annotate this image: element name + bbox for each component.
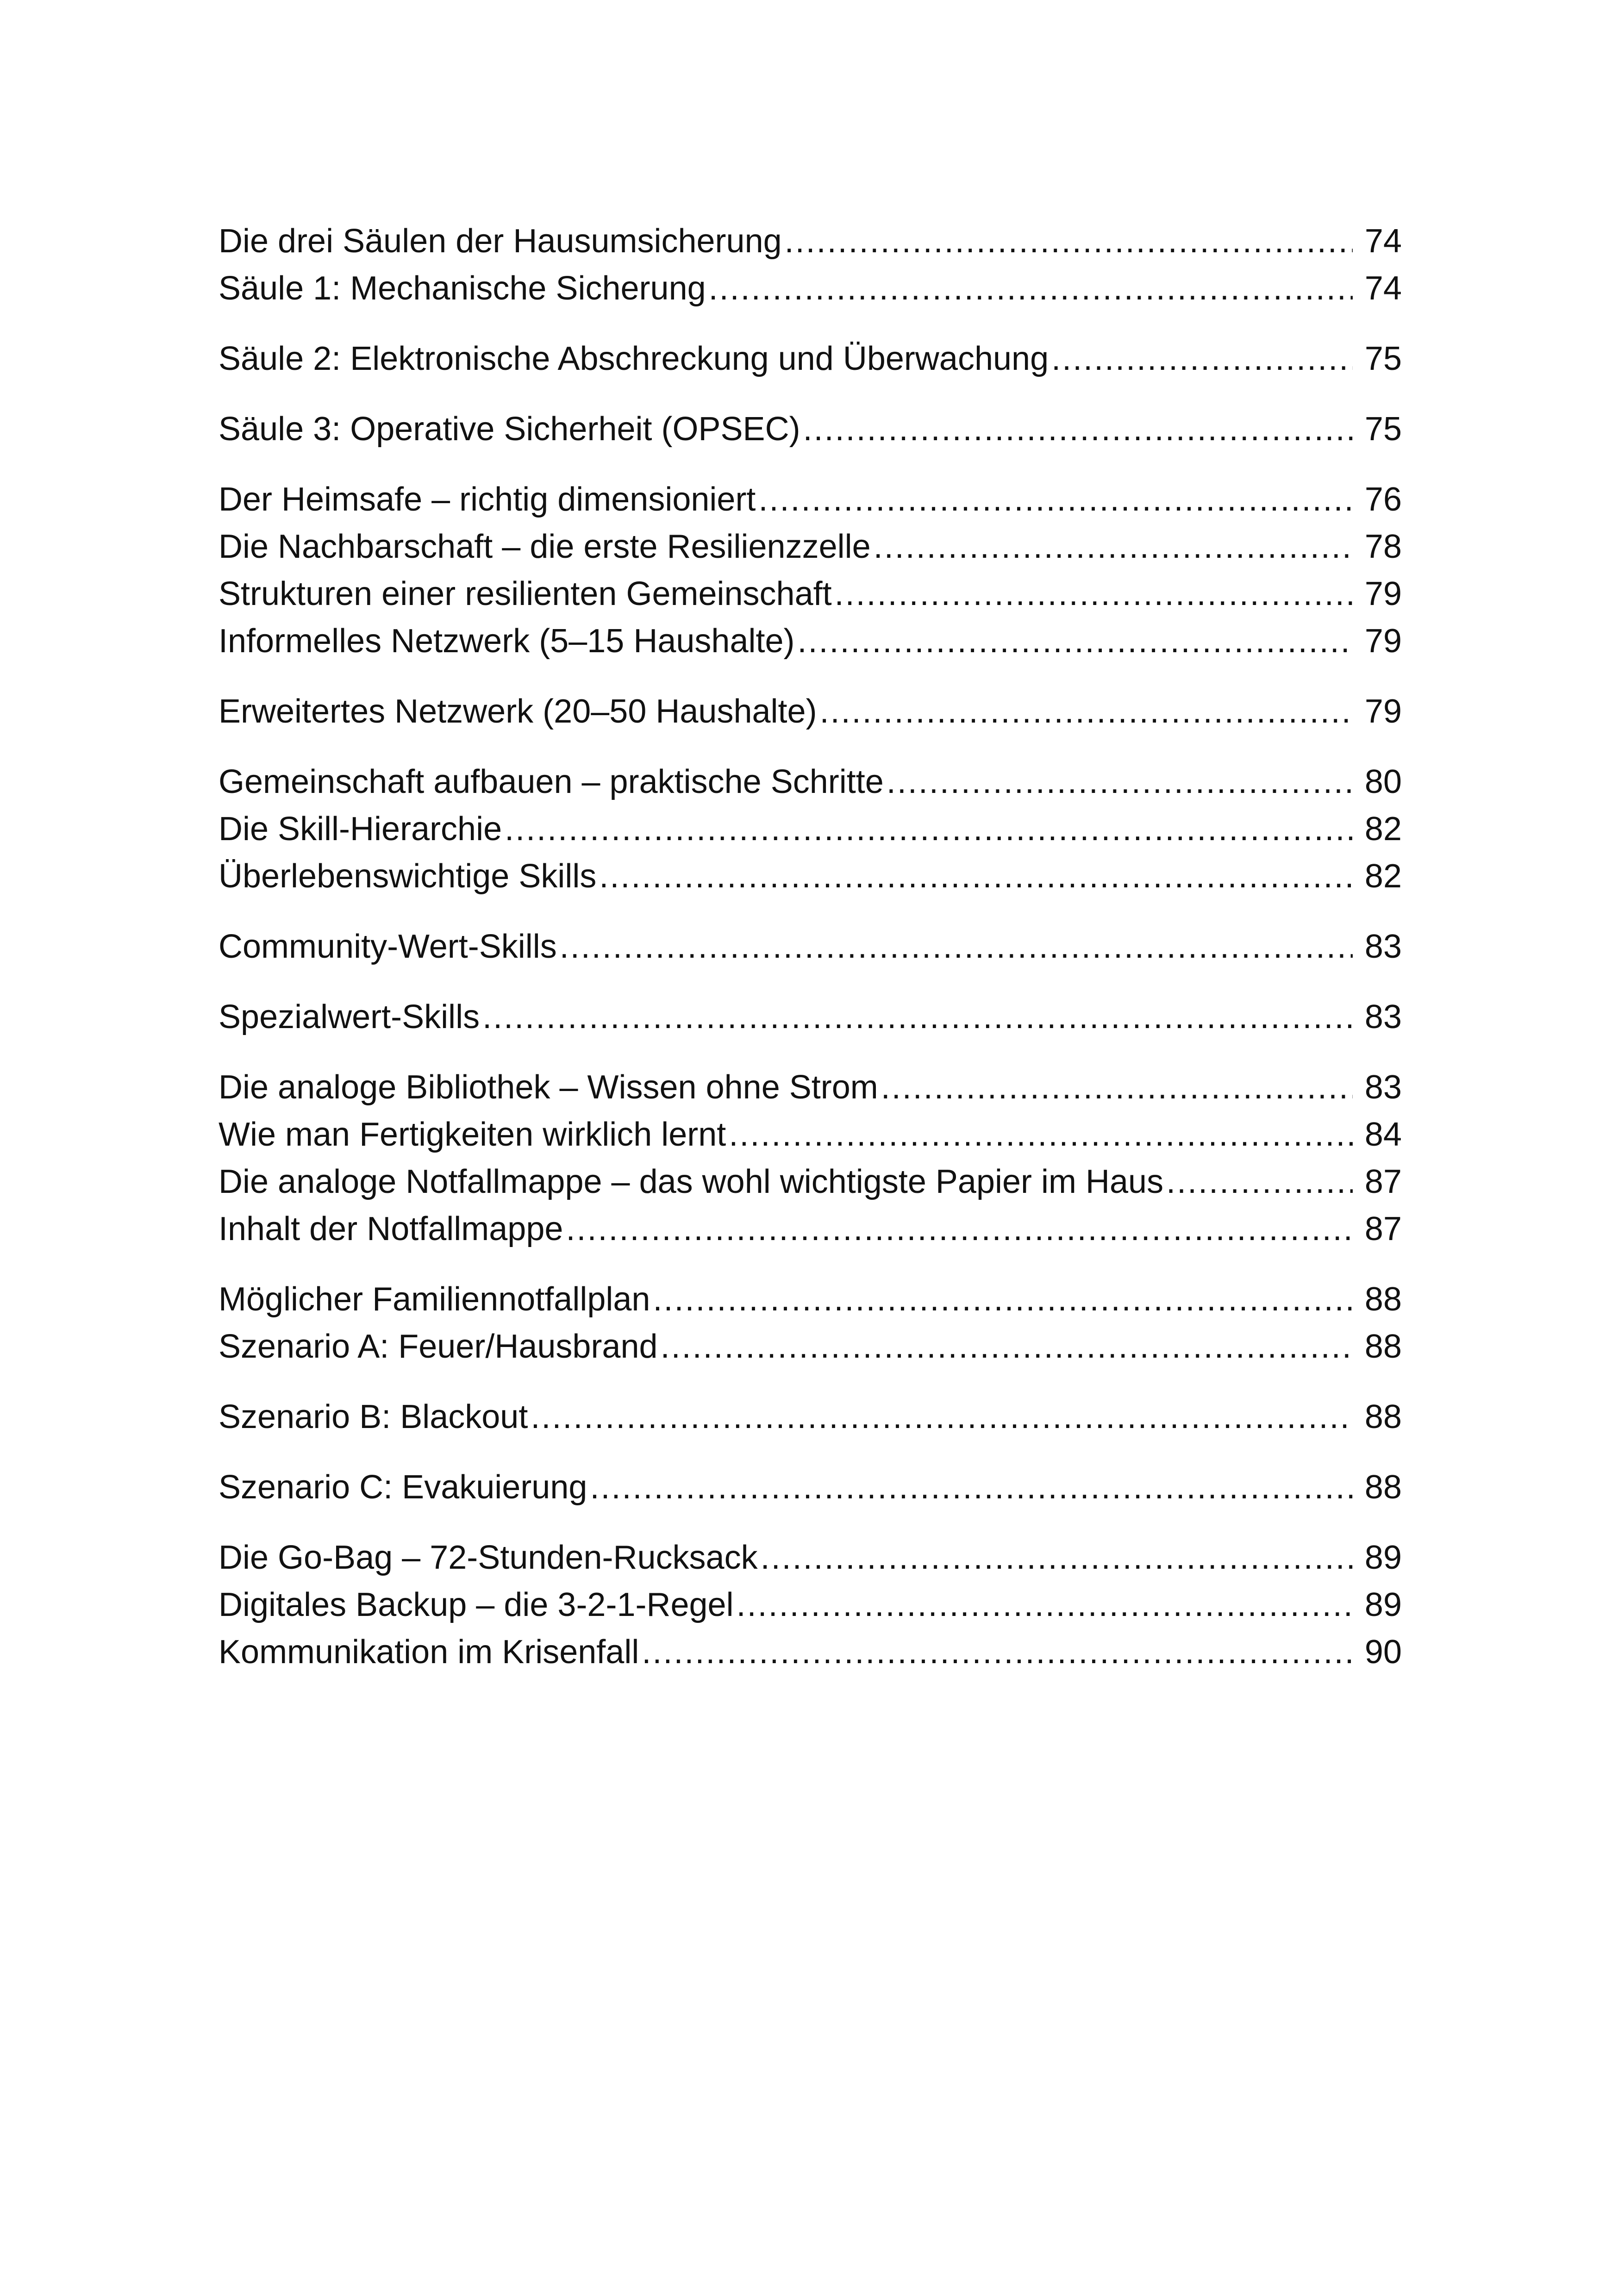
- toc-entry-title: Gemeinschaft aufbauen – praktische Schritte: [219, 763, 884, 800]
- toc-entry[interactable]: [219, 335, 1402, 382]
- toc-entry-title: Die Skill-Hierarchie: [219, 811, 502, 848]
- toc-entry-title: Wie man Fertigkeiten wirklich lernt: [219, 1116, 726, 1153]
- toc-dot-leader: [820, 688, 1353, 735]
- toc-entry[interactable]: [219, 617, 1402, 665]
- toc-entry-page-number: 89: [1364, 1539, 1402, 1576]
- toc-entry-page-number: 83: [1364, 928, 1402, 965]
- toc-entry-title: Szenario C: Evakuierung: [219, 1469, 587, 1506]
- toc-entry[interactable]: [219, 523, 1402, 570]
- toc-entry-page-number: 80: [1364, 763, 1402, 800]
- toc-dot-leader: [599, 853, 1353, 900]
- toc-entry-title: Überlebenswichtige Skills: [219, 858, 597, 895]
- toc-entry-title: Kommunikation im Krisenfall: [219, 1634, 639, 1671]
- toc-dot-leader: [737, 1581, 1353, 1628]
- toc-entry[interactable]: [219, 1393, 1402, 1441]
- toc-entry-title: Szenario A: Feuer/Hausbrand: [219, 1328, 658, 1365]
- toc-entry-page-number: 89: [1364, 1586, 1402, 1623]
- toc-dot-leader: [881, 1064, 1353, 1111]
- toc-entry-page-number: 79: [1364, 693, 1402, 730]
- toc-dot-leader: [1051, 335, 1353, 382]
- toc-dot-leader: [642, 1628, 1353, 1676]
- toc-dot-leader: [560, 923, 1353, 970]
- toc-dot-leader: [798, 617, 1353, 665]
- toc-entry-page-number: 88: [1364, 1281, 1402, 1318]
- toc-entry[interactable]: [219, 1464, 1402, 1511]
- toc-entry-page-number: 74: [1364, 223, 1402, 260]
- toc-entry-title: Die analoge Notfallmappe – das wohl wichtigste Papier im Haus: [219, 1163, 1164, 1200]
- toc-entry[interactable]: [219, 1581, 1402, 1628]
- toc-entry-page-number: 82: [1364, 811, 1402, 848]
- toc-dot-leader: [785, 218, 1353, 265]
- toc-entry-title: Spezialwert-Skills: [219, 998, 480, 1035]
- toc-dot-leader: [1166, 1158, 1353, 1205]
- toc-entry-title: Informelles Netzwerk (5–15 Haushalte): [219, 623, 795, 660]
- toc-entry-title: Möglicher Familiennotfallplan: [219, 1281, 650, 1318]
- toc-dot-leader: [729, 1111, 1353, 1158]
- toc-entry[interactable]: [219, 1205, 1402, 1253]
- toc-dot-leader: [761, 1534, 1353, 1581]
- toc-dot-leader: [709, 265, 1353, 312]
- toc-dot-leader: [758, 476, 1353, 523]
- toc-dot-leader: [874, 523, 1353, 570]
- toc-entry-page-number: 87: [1364, 1163, 1402, 1200]
- toc-entry-page-number: 84: [1364, 1116, 1402, 1153]
- toc-entry-page-number: 75: [1364, 411, 1402, 448]
- toc-entry[interactable]: [219, 265, 1402, 312]
- toc-entry-page-number: 83: [1364, 998, 1402, 1035]
- toc-entry-title: Säule 2: Elektronische Abschreckung und Überwachung: [219, 340, 1049, 377]
- toc-entry-title: Säule 1: Mechanische Sicherung: [219, 270, 706, 307]
- toc-entry-title: Der Heimsafe – richtig dimensioniert: [219, 481, 756, 518]
- toc-entry[interactable]: [219, 476, 1402, 523]
- toc-entry[interactable]: [219, 1064, 1402, 1111]
- toc-dot-leader: [653, 1276, 1353, 1323]
- toc-entry[interactable]: [219, 688, 1402, 735]
- toc-entry[interactable]: [219, 570, 1402, 617]
- toc-entry-title: Strukturen einer resilienten Gemeinschaft: [219, 575, 832, 612]
- toc-entry[interactable]: [219, 218, 1402, 265]
- toc-entry[interactable]: [219, 1276, 1402, 1323]
- toc-entry-page-number: 79: [1364, 623, 1402, 660]
- toc-entry-title: Säule 3: Operative Sicherheit (OPSEC): [219, 411, 800, 448]
- toc-entry[interactable]: [219, 1158, 1402, 1205]
- toc-entry-page-number: 83: [1364, 1069, 1402, 1106]
- toc-entry[interactable]: [219, 1534, 1402, 1581]
- toc-entry-title: Die drei Säulen der Hausumsicherung: [219, 223, 782, 260]
- toc-entry-page-number: 76: [1364, 481, 1402, 518]
- toc-dot-leader: [835, 570, 1353, 617]
- toc-dot-leader: [590, 1464, 1353, 1511]
- toc-entry-page-number: 74: [1364, 270, 1402, 307]
- toc-entry-title: Die Go-Bag – 72-Stunden-Rucksack: [219, 1539, 758, 1576]
- toc-entry-title: Erweitertes Netzwerk (20–50 Haushalte): [219, 693, 817, 730]
- toc-dot-leader: [887, 758, 1353, 805]
- toc-entry-page-number: 75: [1364, 340, 1402, 377]
- toc-entry-page-number: 79: [1364, 575, 1402, 612]
- toc-entry-page-number: 88: [1364, 1469, 1402, 1506]
- toc-entry-page-number: 87: [1364, 1210, 1402, 1247]
- toc-entry-page-number: 82: [1364, 858, 1402, 895]
- toc-entry-title: Community-Wert-Skills: [219, 928, 557, 965]
- toc-entry-title: Inhalt der Notfallmappe: [219, 1210, 563, 1247]
- toc-entry[interactable]: [219, 758, 1402, 805]
- toc-dot-leader: [661, 1323, 1353, 1370]
- toc-dot-leader: [803, 405, 1353, 453]
- toc-entry-page-number: 88: [1364, 1398, 1402, 1435]
- toc-entry-page-number: 90: [1364, 1634, 1402, 1671]
- toc-entry[interactable]: [219, 853, 1402, 900]
- toc-entry-page-number: 78: [1364, 528, 1402, 565]
- toc-entry[interactable]: [219, 405, 1402, 453]
- toc-entry[interactable]: [219, 805, 1402, 853]
- toc-entry-page-number: 88: [1364, 1328, 1402, 1365]
- toc-entry[interactable]: [219, 923, 1402, 970]
- toc-dot-leader: [531, 1393, 1353, 1441]
- toc-dot-leader: [505, 805, 1353, 853]
- toc-dot-leader: [482, 993, 1353, 1041]
- toc-entry-title: Digitales Backup – die 3-2-1-Regel: [219, 1586, 734, 1623]
- toc-entry[interactable]: [219, 1111, 1402, 1158]
- toc-entry-title: Die Nachbarschaft – die erste Resilienzzelle: [219, 528, 871, 565]
- toc-entry[interactable]: [219, 1628, 1402, 1676]
- toc-entry[interactable]: [219, 993, 1402, 1041]
- toc-dot-leader: [566, 1205, 1353, 1253]
- toc-entry[interactable]: [219, 1323, 1402, 1370]
- table-of-contents: [219, 218, 1402, 1676]
- toc-entry-title: Szenario B: Blackout: [219, 1398, 528, 1435]
- toc-entry-title: Die analoge Bibliothek – Wissen ohne Strom: [219, 1069, 878, 1106]
